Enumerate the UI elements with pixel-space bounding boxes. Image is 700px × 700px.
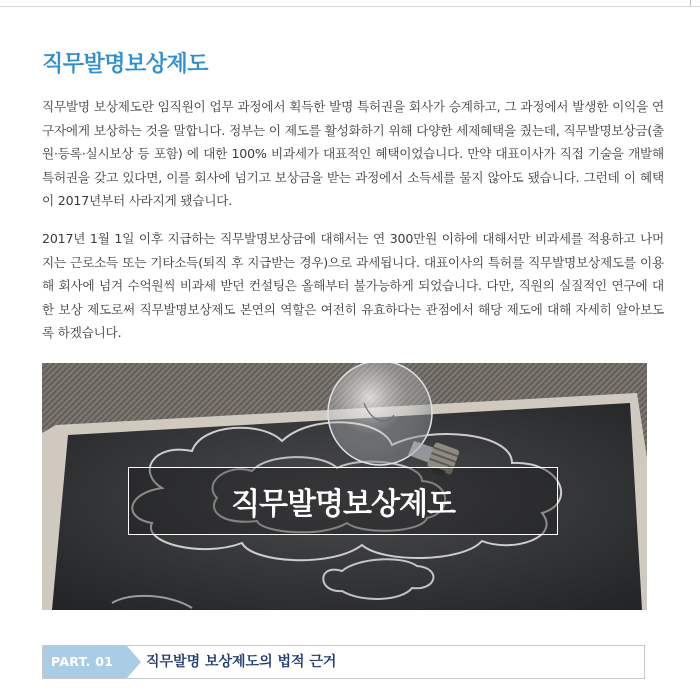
- top-tick: [690, 0, 691, 6]
- section-title: 직무발명 보상제도의 법적 근거: [146, 654, 337, 670]
- part-badge-arrow: [127, 646, 141, 678]
- top-divider: [0, 6, 700, 7]
- banner-caption: 직무발명보상제도: [231, 487, 455, 522]
- section-header: [42, 645, 645, 679]
- part-badge: PART. 01: [43, 646, 127, 678]
- detail-paragraph: 2017년 1월 1일 이후 지급하는 직무발명보상금에 대해서는 연 300만원 이하에 대해서만 비과세를 적용하고 나머지는 근로소득 또는 기타소득(퇴직 후 지급받는 경우)으로 과세됩니다. 대표이사의 특허를 직무발명보상제도를 이용해 회사에 넘겨 수억원씩 비과세 받던 컨설팅은 올해부터 불가능하게 되었습니다. 다만, 직원의 실질적인 연구에 대한 보상 제도로써 직무발명보상제도 본연의 역할은 여전히 유효하다는 관점에서 해당 제도에 대해 자세히 알아보도록 하겠습니다.: [42, 231, 664, 341]
- intro-paragraph: 직무발명 보상제도란 임직원이 업무 과정에서 획득한 발명 특허권을 회사가 승계하고, 그 과정에서 발생한 이익을 연구자에게 보상하는 것을 말합니다. 정부는 이 제도를 활성화하기 위해 다양한 세제혜택을 줬는데, 직무발명보상금(출원·등록·실시보상 등 포함) 에 대한 100% 비과세가 대표적인 혜택이었습니다. 만약 대표이사가 직접 기술을 개발해 특허권을 갖고 있다면, 이를 회사에 넘기고 보상금을 받는 과정에서 소득세를 물지 않아도 됐습니다. 그런데 이 혜택이 2017년부터 사라지게 됐습니다.: [42, 99, 664, 209]
- top-rule: [0, 0, 700, 8]
- page-title: 직무발명보상제도: [42, 52, 209, 77]
- lightbulb-chalkboard-image: [42, 363, 647, 610]
- banner-caption-box: [128, 467, 558, 535]
